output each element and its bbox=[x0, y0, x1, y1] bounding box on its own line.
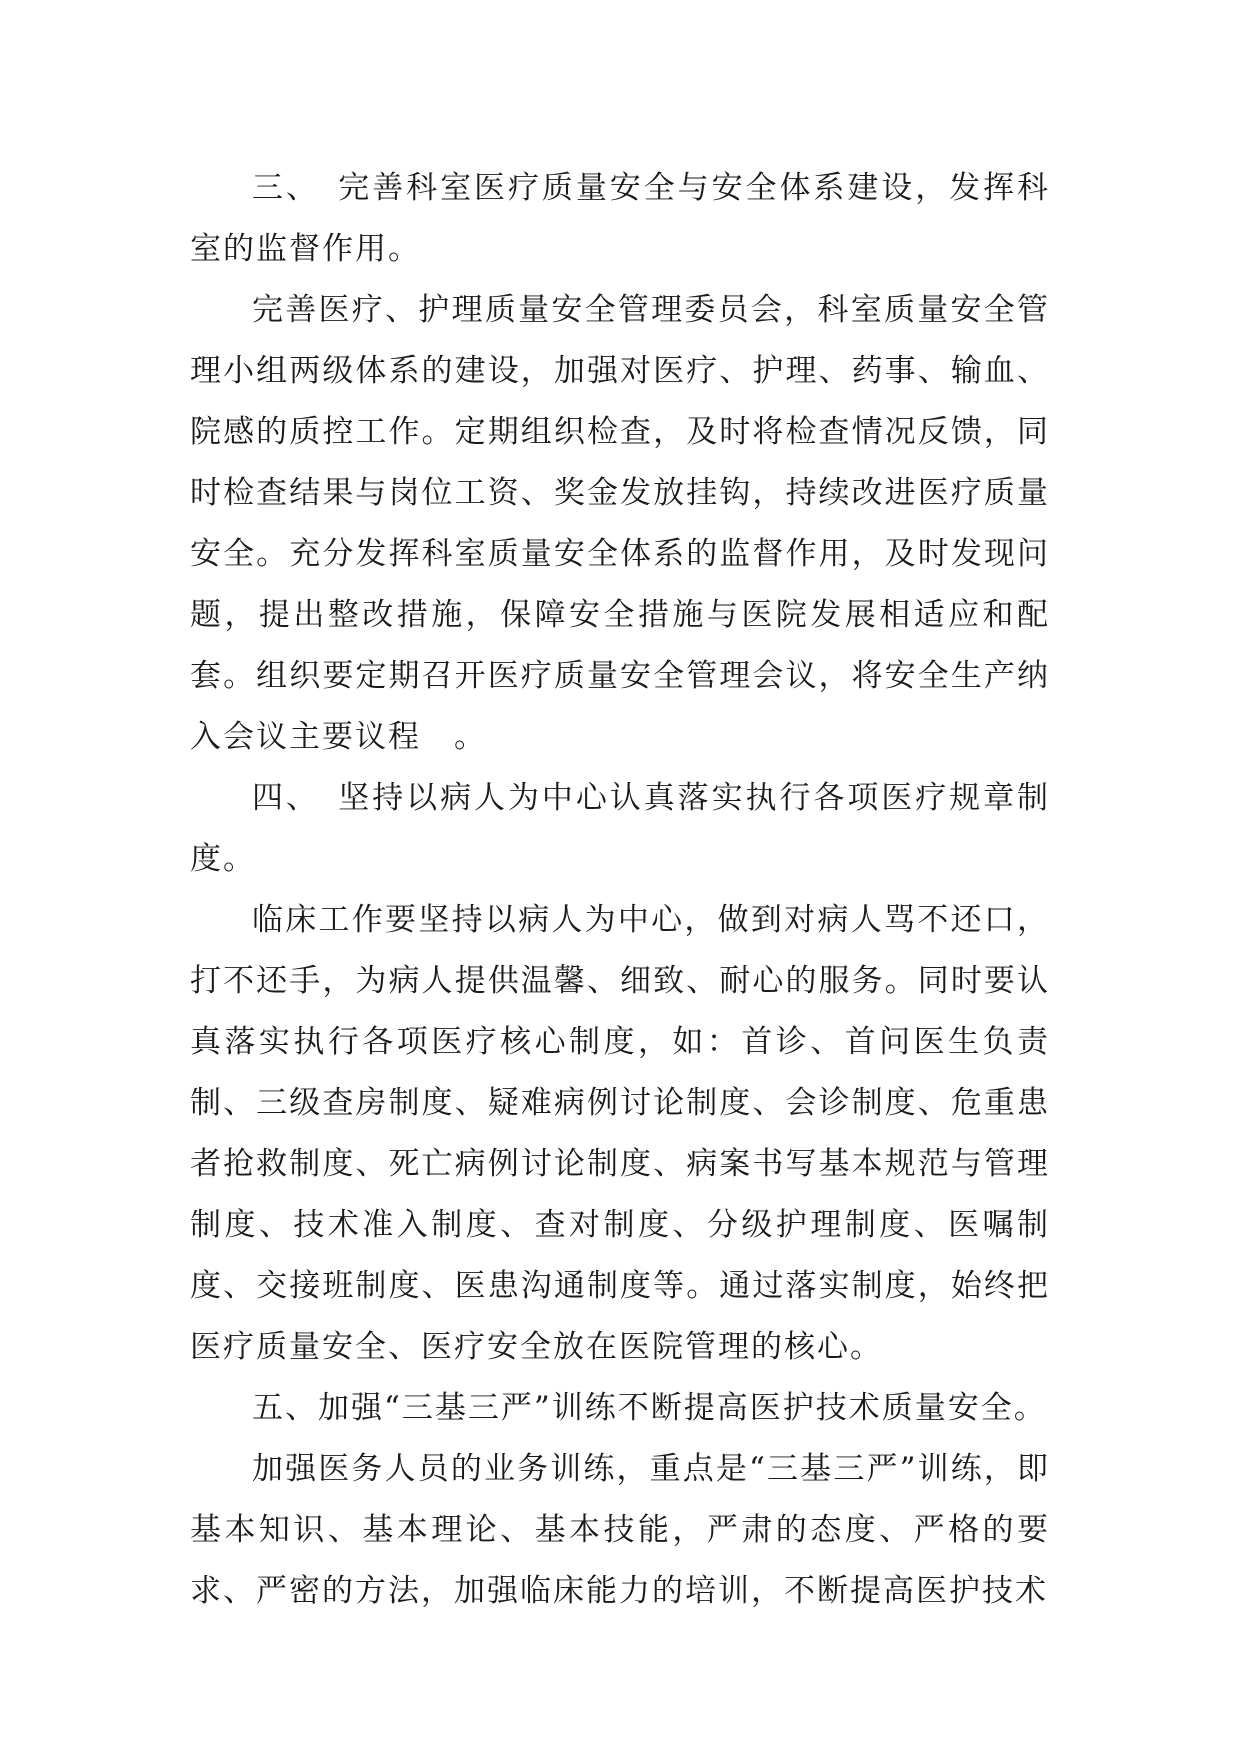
document-page bbox=[190, 158, 1050, 1622]
body-paragraph: 临床工作要坚持以病人为中心，做到对病人骂不还口，打不还手，为病人提供温馨、细致、耐心的服务。同时要认真落实执行各项医疗核心制度，如：首诊、首问医生负责制、三级查房制度、疑难病例讨论制度、会诊制度、危重患者抢救制度、死亡病例讨论制度、病案书写基本规范与管理制度、技术准入制度、查对制度、分级护理制度、医嘱制度、交接班制度、医患沟通制度等。通过落实制度，始终把医疗质量安全、医疗安全放在医院管理的核心。 bbox=[190, 902, 1050, 1365]
section-heading-4: 四、 坚持以病人为中心认真落实执行各项医疗规章制度。 bbox=[190, 780, 1050, 877]
body-paragraph: 完善医疗、护理质量安全管理委员会，科室质量安全管理小组两级体系的建设，加强对医疗、护理、药事、输血、院感的质控工作。定期组织检查，及时将检查情况反馈，同时检查结果与岗位工资、奖金发放挂钩，持续改进医疗质量安全。充分发挥科室质量安全体系的监督作用，及时发现问题，提出整改措施，保障安全措施与医院发展相适应和配套。组织要定期召开医疗质量安全管理会议，将安全生产纳入会议主要议程 。 bbox=[190, 292, 1050, 755]
section-heading-5: 五、加强“三基三严”训练不断提高医护技术质量安全。 bbox=[252, 1390, 1047, 1426]
body-paragraph: 加强医务人员的业务训练，重点是“三基三严”训练，即基本知识、基本理论、基本技能，严肃的态度、严格的要求、严密的方法，加强临床能力的培训，不断提高医护技术 bbox=[190, 1451, 1050, 1609]
section-heading-3: 三、 完善科室医疗质量安全与安全体系建设，发挥科室的监督作用。 bbox=[190, 170, 1050, 267]
